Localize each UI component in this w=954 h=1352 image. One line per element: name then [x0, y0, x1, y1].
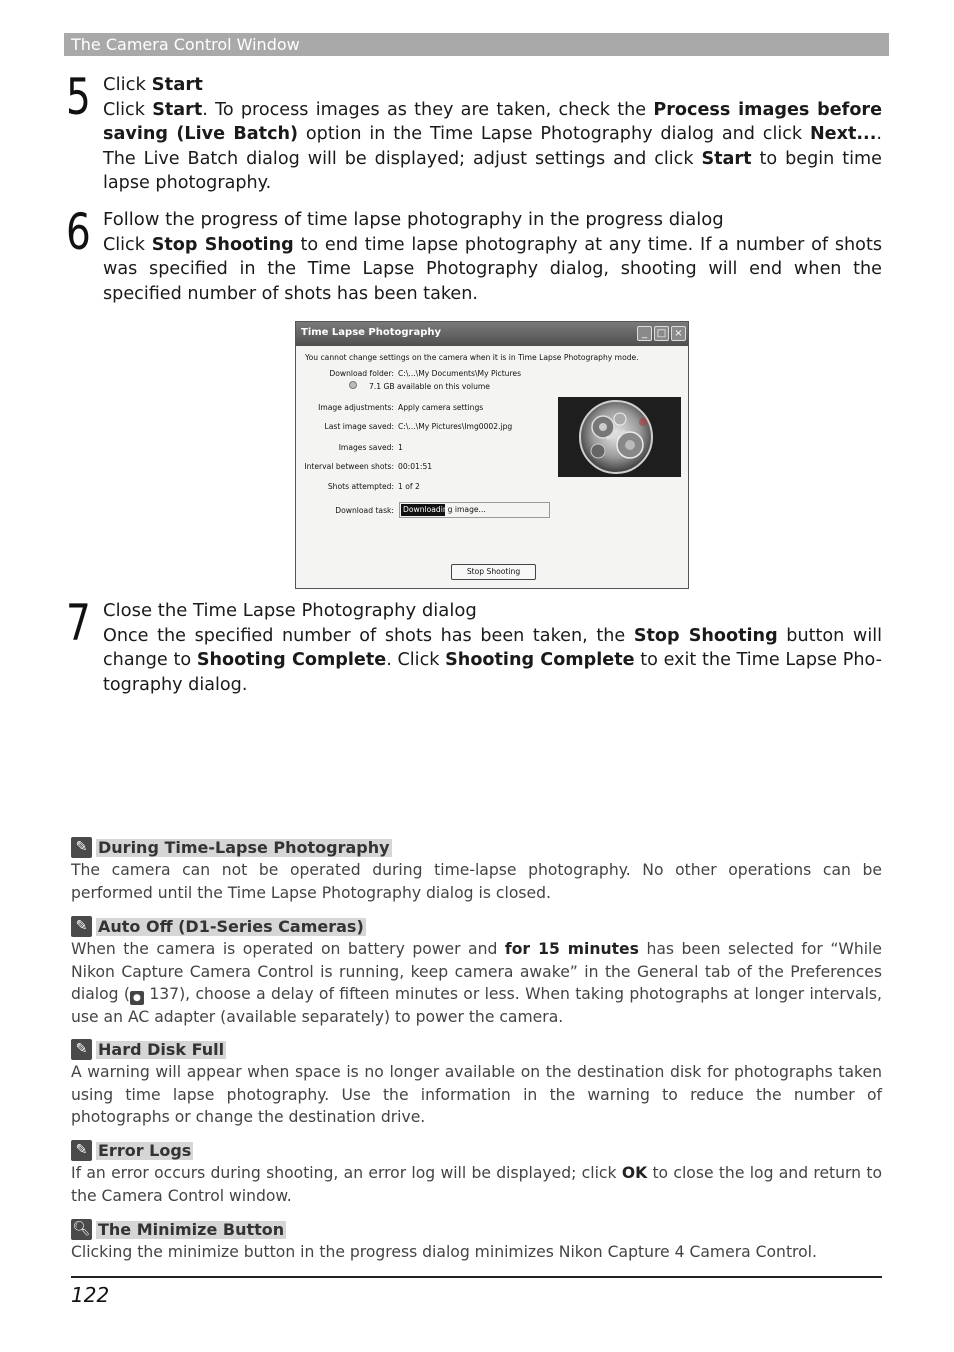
- note-title: During Time-Lapse Photography: [98, 838, 390, 857]
- download-task-field: [399, 502, 550, 518]
- step-7: [66, 594, 882, 697]
- disk-icon: [349, 381, 357, 389]
- note-header: [71, 916, 882, 938]
- pencil-icon: ✎: [71, 1140, 92, 1161]
- disk-space-value: 7.1 GB available on this volume: [369, 382, 490, 391]
- step-title: Close the Time Lapse Photography dialog: [103, 600, 477, 621]
- note-text: Clicking the minimize button in the progress dialog minimizes Nikon Capture 4 Camera Control.: [71, 1243, 817, 1261]
- close-button[interactable]: ×: [671, 326, 686, 341]
- step-body: [103, 208, 882, 306]
- note-text: A warning will appear when space is no longer available on the destination disk for photographs taken using time lapse photography. Use the information in the warning to reduce the number of photographs or change the destination drive.: [71, 1063, 882, 1127]
- note-title: The Minimize Button: [98, 1220, 285, 1239]
- last-image-label: Last image saved:: [324, 422, 394, 431]
- dialog-titlebar: [296, 322, 688, 346]
- note-header: [71, 837, 882, 859]
- step-number: 5: [66, 68, 91, 126]
- download-task-value: Downloading image...: [403, 505, 486, 514]
- note-hard-disk-full: [71, 1039, 882, 1129]
- note-auto-off: [71, 916, 882, 1028]
- image-adjustments-value: Apply camera settings: [398, 403, 484, 412]
- minimize-button[interactable]: _: [637, 326, 652, 341]
- interval-label: Interval between shots:: [304, 462, 394, 471]
- note-time-lapse: [71, 837, 882, 904]
- reference-icon: ●: [130, 991, 144, 1005]
- shots-attempted-label: Shots attempted:: [327, 482, 394, 491]
- maximize-button[interactable]: □: [654, 326, 669, 341]
- note-header: [71, 1219, 882, 1241]
- magnifier-icon: 🔍︎: [71, 1219, 92, 1240]
- note-title: Auto Off (D1-Series Cameras): [98, 917, 364, 936]
- note-minimize-button: [71, 1219, 882, 1264]
- images-saved-value: 1: [398, 443, 403, 452]
- pencil-icon: ✎: [71, 837, 92, 858]
- download-folder-label: Download folder:: [329, 369, 394, 378]
- step-5: [66, 68, 883, 196]
- note-text: If an error occurs during shooting, an error log will be displayed; click OK to close the log and return to the Camera Control window.: [71, 1164, 882, 1205]
- step-number: 6: [66, 203, 91, 261]
- time-lapse-dialog: [295, 321, 689, 589]
- interval-value: 00:01:51: [398, 462, 433, 471]
- step-text: Click Stop Shooting to end time lapse photography at any time. If a number of shots was specified in the Time Lapse Photography dialog, shooting will end when the specified number of shots has been taken.: [103, 234, 883, 304]
- section-header-bar: [64, 33, 889, 56]
- note-title: Hard Disk Full: [98, 1040, 225, 1059]
- download-task-label: Download task:: [335, 506, 394, 515]
- step-body: [103, 599, 882, 697]
- images-saved-label: Images saved:: [338, 443, 394, 452]
- dialog-title: Time Lapse Photography: [301, 327, 442, 338]
- page-number: 122: [71, 1283, 110, 1307]
- stop-shooting-button[interactable]: Stop Shooting: [451, 564, 536, 580]
- note-header: [71, 1140, 882, 1162]
- section-header-title: The Camera Control Window: [71, 35, 300, 54]
- pencil-icon: ✎: [71, 916, 92, 937]
- download-folder-value: C:\...\My Documents\My Pictures: [398, 369, 522, 378]
- note-error-logs: [71, 1140, 882, 1207]
- footer-rule: [71, 1276, 882, 1278]
- last-image-preview: [558, 397, 681, 477]
- shots-attempted-value: 1 of 2: [398, 482, 420, 491]
- dialog-message: You cannot change settings on the camera when it is in Time Lapse Photography mode.: [305, 353, 639, 362]
- image-adjustments-label: Image adjustments:: [318, 403, 394, 412]
- pencil-icon: ✎: [71, 1039, 92, 1060]
- step-text: Click Start. To process images as they are taken, check the Process images before saving (Live Batch) option in the Time Lapse Photography dialog and click Next.... The Live Batch dialog will be displayed; adjust settings and click Start to begin time lapse photography.: [103, 99, 883, 194]
- note-header: [71, 1039, 882, 1061]
- last-image-value: C:\...\My Pictures\Img0002.jpg: [398, 422, 513, 431]
- step-number: 7: [66, 594, 91, 652]
- watch-movement-image: [558, 397, 681, 477]
- step-title: Follow the progress of time lapse photography in the progress dialog: [103, 209, 724, 230]
- note-title: Error Logs: [98, 1141, 192, 1160]
- note-text: The camera can not be operated during time-lapse photography. No other operations can be performed until the Time Lapse Photography dialog is closed.: [71, 861, 882, 902]
- note-text: When the camera is operated on battery power and for 15 minutes has been selected for “While Nikon Capture Camera Control is running, keep camera awake” in the General tab of the Preferences dialog ( ● 137), choose a delay of fifteen minutes or less. When taking photographs at longer intervals, use an AC adapter (available separately) to power the camera.: [71, 940, 882, 1026]
- step-title: Click Start: [103, 74, 203, 95]
- step-text: Once the specified number of shots has been taken, the Stop Shooting button will change to Shooting Complete. Click Shooting Complete to exit the Time Lapse Pho-tography dialog.: [103, 625, 882, 695]
- step-6: [66, 203, 883, 306]
- step-body: [103, 73, 882, 196]
